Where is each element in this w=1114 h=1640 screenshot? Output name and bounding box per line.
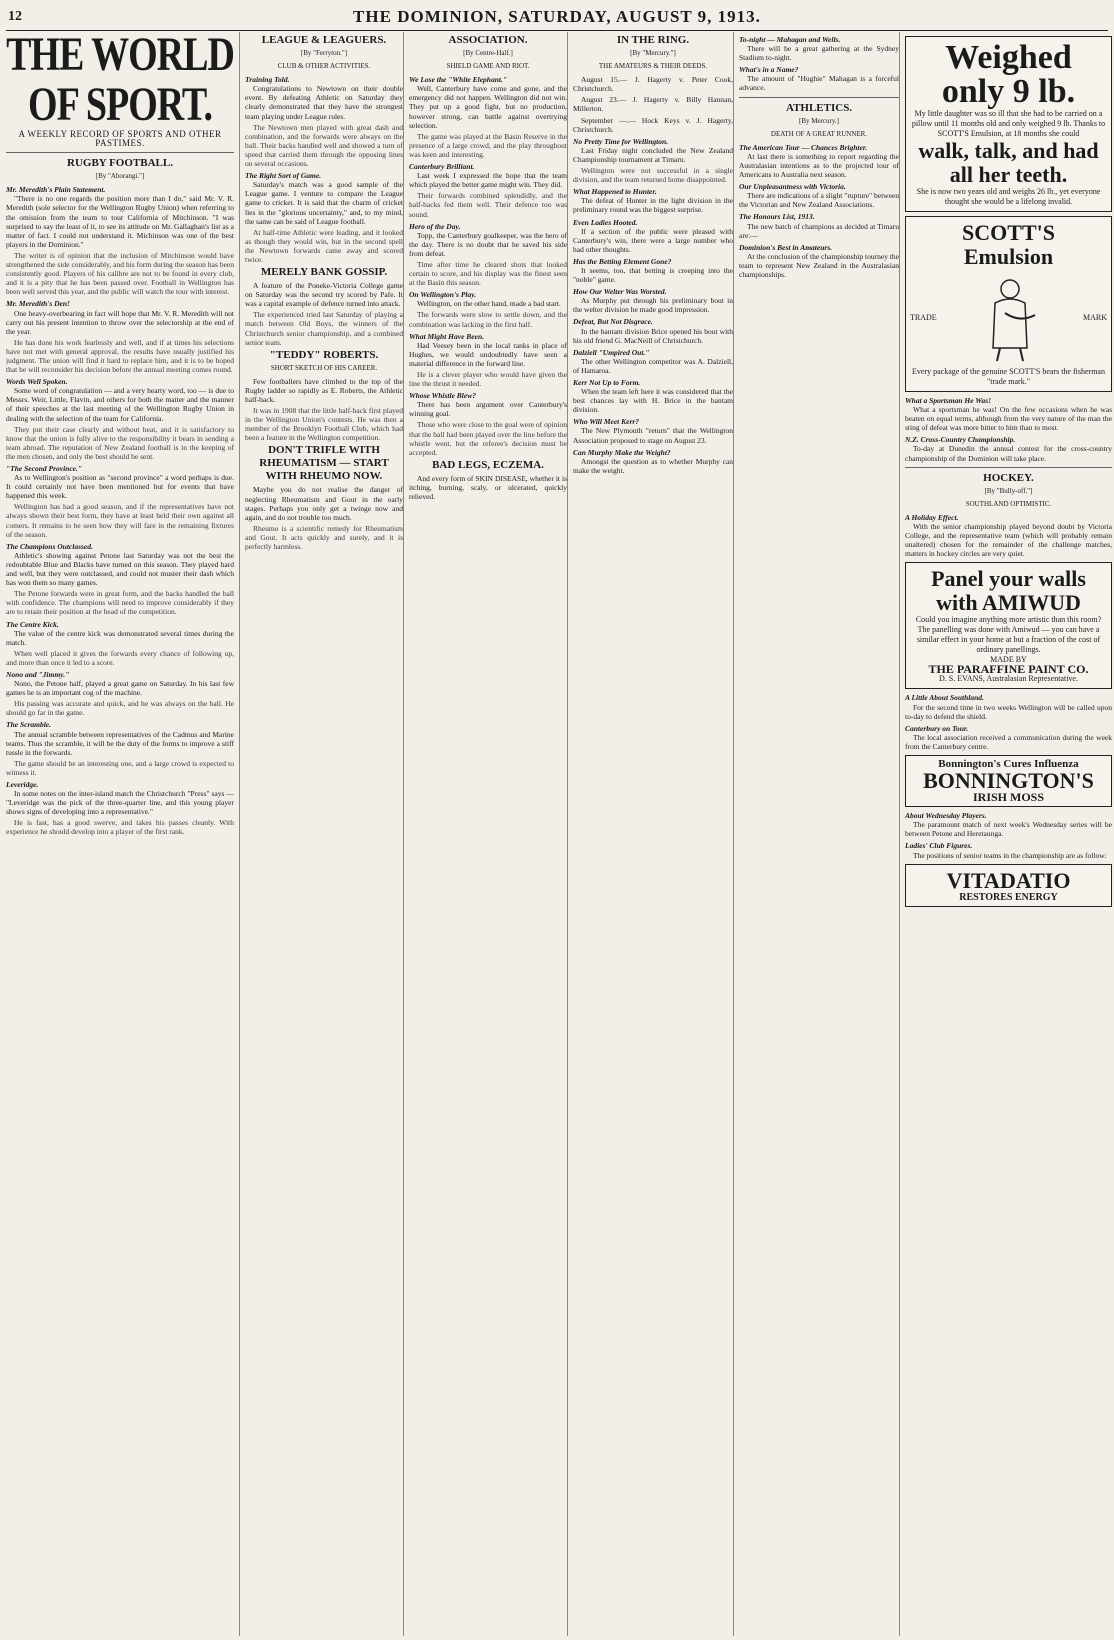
byline: [By "Bully-off."]: [984, 486, 1033, 495]
article-paragraph: Last Friday night concluded the New Zealand Championship tournament at Timaru.: [573, 145, 733, 164]
article-subhead: What Happened to Hunter.: [573, 187, 657, 197]
article-paragraph: In some notes on the inter-island match the Christchurch "Press" says — "Leveridge was the pick of the three-quarter line, and this young player shows signs of developing into a representative.": [6, 789, 234, 817]
ad-brand: VITADATIO: [946, 867, 1071, 893]
section-banner: THE WORLD OF SPORT.: [6, 32, 234, 132]
article-paragraph: The game was played at the Basin Reserve in the presence of a large crowd, and the play throughout was keen and interesting.: [409, 131, 567, 159]
article-paragraph: They put their case clearly and without heat, and it is satisfactory to know that the union is fully alive to the responsibility it bears in sending a team abroad. The reputation of New Zealand football is in the keeping of the men chosen, and only the best should be sent.: [6, 424, 234, 461]
column-6: [899, 32, 1112, 1636]
article-paragraph: Topp, the Canterbury goalkeeper, was the hero of the day. There is no doubt that he saved his side from defeat.: [409, 230, 567, 258]
article-subhead: On Wellington's Play.: [409, 290, 477, 300]
article-subhead: How Our Welter Was Worsted.: [573, 287, 667, 297]
trade-label: TRADE: [910, 313, 937, 322]
article-subhead: The Scramble.: [6, 720, 51, 730]
ad-brand: BONNINGTON'S: [923, 768, 1094, 794]
article-paragraph: The defeat of Hunter in the light division in the preliminary round was the biggest surprise.: [573, 196, 733, 215]
ad-company: THE PARAFFINE PAINT CO.: [928, 662, 1089, 677]
article-paragraph: What a sportsman he was! On the few occasions when he was beaten on equal terms, although from the very nature of the man the sting of defeat was more bitter to him than to most.: [905, 405, 1112, 433]
article-paragraph: His passing was accurate and quick, and he was always on the ball. He should go far in the game.: [6, 699, 234, 718]
article-paragraph: The positions of senior teams in the championship are as follow:: [913, 850, 1107, 860]
article-paragraph: The value of the centre kick was demonstrated several times during the match.: [6, 628, 234, 647]
article-subhead: The Champions Outclassed.: [6, 541, 93, 551]
scotts-emulsion-ad: [905, 216, 1112, 392]
page-number: 12: [8, 9, 22, 24]
article-subhead: Canterbury on Tour.: [905, 723, 969, 733]
gossip-heading: MERELY BANK GOSSIP.: [260, 266, 388, 279]
article-paragraph: The amount of "Hughie" Mahagan is a forceful advance.: [739, 74, 899, 93]
byline: [By Centre-Half.]: [463, 49, 513, 57]
masthead: [6, 4, 1108, 31]
article-paragraph: Amongst the question as to whether Murphy can make the weight.: [573, 456, 733, 475]
hockey-heading: HOCKEY.: [983, 471, 1034, 484]
rugby-heading: RUGBY FOOTBALL.: [67, 157, 173, 170]
article-subhead: A Little About Southland.: [905, 693, 984, 703]
article-paragraph: Saturday's match was a good sample of the League game. I venture to compare the League game to cricket. It is said that the charm of cricket lies in the "glorious uncertainty," and, to my mind, the same can be said of League football.: [245, 180, 403, 226]
article-paragraph: Those who were close to the goal were of opinion that the ball had been played over the line before the whistle went, but the referee's decision must be accepted.: [409, 420, 567, 457]
article-subhead: Even Ladies Hooted.: [573, 217, 638, 227]
ad-headline: Bonnington's Cures Influenza: [938, 757, 1079, 770]
article-paragraph: He is fast, has a good swerve, and takes his passes cleanly. With experience he should develop into a player of the first rank.: [6, 818, 234, 837]
ad-text: My little daughter was so ill that she had to be carried on a pillow until 11 months old and only weighed 9 lb. Thanks to SCOTT'S Emulsion, at 18 months she could: [911, 109, 1106, 138]
divider: [739, 97, 899, 98]
eczema-ad-heading: BAD LEGS, ECZEMA.: [432, 458, 544, 471]
divider: [6, 152, 234, 153]
subheading: THE AMATEURS & THEIR DEEDS.: [598, 62, 708, 71]
article-paragraph: To-day at Dunedin the annual contest for the cross-country championship of the Dominion will take place.: [905, 444, 1112, 463]
article-subhead: Kerr Not Up to Form.: [573, 378, 641, 387]
article-subhead: Can Murphy Make the Weight?: [573, 447, 671, 457]
rheumo-ad-heading: DON'T TRIFLE WITH RHEUMATISM — START WITH RHEUMO NOW.: [259, 444, 389, 483]
article-paragraph: Their forwards combined splendidly, and the half-backs fed them well. Their defence too was sound.: [409, 191, 567, 219]
article-paragraph: For the second time in two weeks Wellington will be called upon to-day to defend the shield.: [905, 702, 1112, 721]
scotts-weighed-ad: [905, 36, 1112, 212]
article-paragraph: A feature of the Poneke-Victoria College game on Saturday was the second try scored by Pafe. It was a capital example of defence turned into attack.: [245, 281, 403, 309]
article-subhead: We Lose the "White Elephant.": [409, 75, 507, 85]
ad-highlight: walk, talk, and had all her teeth.: [918, 138, 1099, 187]
article-paragraph: At the conclusion of the championship tourney the team to represent New Zealand in the Australasian championships.: [739, 251, 899, 279]
article-paragraph: Wellington has had a good season, and if the representatives have not always shown their best form, they have at least held their own against all comers. It remains to be seen how they will fare in the remaining fixtures of the season.: [6, 502, 234, 539]
subheading: SOUTHLAND OPTIMISTIC.: [965, 499, 1052, 508]
article-subhead: Mr. Meredith's Den!: [6, 299, 70, 309]
article-subhead: What Might Have Been.: [409, 331, 485, 341]
article-paragraph: At half-time Athletic were leading, and it looked as though they would win, but in the second spell the Newtown forwards came away and scored twice.: [245, 227, 403, 264]
article-paragraph: Time after time he cleared shots that looked certain to score, and his display was the finest seen at the Basin this season.: [409, 259, 567, 288]
fixture-item: August 23.— J. Hagerty v. Billy Hannan, Millerton.: [573, 95, 733, 114]
subheading: SHIELD GAME AND RIOT.: [446, 62, 530, 71]
article-subhead: Nono and "Jimmy.": [6, 669, 70, 679]
article-subhead: N.Z. Cross-Country Championship.: [905, 435, 1016, 445]
ad-made-by: MADE BY: [990, 655, 1027, 665]
article-paragraph: The experienced tried last Saturday of playing a match between Old Boys, the winners of the Christchurch senior championship, and a combined senior team.: [245, 310, 403, 347]
ad-headline: Panel your walls with AMIWUD: [931, 566, 1086, 616]
ad-headline: only 9 lb.: [941, 73, 1076, 110]
mark-label: MARK: [1082, 313, 1107, 322]
article-subhead: Mr. Meredith's Plain Statement.: [6, 185, 106, 195]
article-paragraph: If a section of the public were pleased with Canterbury's win, there were a large number who had other thoughts.: [573, 226, 733, 254]
ad-tag: RESTORES ENERGY: [959, 891, 1058, 903]
fixture-item: August 15.— J. Hagerty v. Peter Cook, Christchurch.: [573, 75, 733, 94]
byline: [By "Mercury."]: [630, 49, 676, 57]
byline: [By "Ahorangi."]: [95, 172, 145, 181]
association-heading: ASSOCIATION.: [448, 34, 528, 46]
article-paragraph: He is a clever player who would have given the line the thrust it needed.: [409, 370, 567, 389]
article-paragraph: Athletic's showing against Petone last Saturday was not the best the redoubtable Blue and Blacks have turned on this season. They played hard and well, but they were outclassed, and could not muster their dash which has won them so many games.: [6, 550, 234, 588]
byline: [By "Ferryton."]: [300, 49, 348, 57]
article-subhead: The Honours List, 1913.: [739, 212, 815, 222]
article-subhead: The Centre Kick.: [6, 619, 59, 629]
article-paragraph: The paramount match of next week's Wednesday series will be between Petone and Heretaunga.: [905, 820, 1112, 839]
article-subhead: The Right Sort of Game.: [245, 171, 322, 181]
article-paragraph: At last there is something to report regarding the Australasian intentions as to the projected tour of Americans to Australia next season.: [739, 151, 899, 180]
subheading: CLUB & OTHER ACTIVITIES.: [277, 62, 371, 71]
article-paragraph: And every form of SKIN DISEASE, whether it is itching, burning, scaly, or ulcerated, quickly relieved.: [409, 473, 567, 502]
league-heading: LEAGUE & LEAGUERS.: [261, 34, 387, 46]
article-paragraph: The other Wellington competitor was A. Dalziell, of Hamaroa.: [573, 356, 733, 375]
article-subhead: Whose Whistle Blew?: [409, 391, 476, 401]
article-paragraph: Some word of congratulation — and a very hearty word, too — is due to Messrs. Weir, Little, Flavin, and others for both the matter and the manner of their speeches at the last meeting of the Wellington Rugby Union in dealing with the selection of the team for California.: [6, 386, 234, 423]
article-paragraph: As Murphy put through his preliminary bout in the welter division he made good impression.: [573, 296, 733, 315]
article-paragraph: There are indications of a slight "rupture" between the Victorian and New Zealand Associations.: [739, 191, 899, 210]
article-subhead: Dalziell "Umpired Out.": [573, 347, 650, 357]
article-subhead: No Pretty Time for Wellington.: [573, 136, 669, 146]
article-paragraph: The annual scramble between representatives of the Cadmus and Marine teams. Thus the scramble, it will be the duty of the forms to improve a stiff tussle in the forwards.: [6, 729, 234, 757]
article-paragraph: The Petone forwards were in great form, and the backs handled the ball with confidence. The champions will need to improve considerably if they are to retain their position at the head of the competition.: [6, 589, 234, 617]
article-paragraph: As to Wellington's position as "second province" a word perhaps is due. It could certainly not have been mentioned but for events that have happened this week.: [6, 473, 234, 501]
article-paragraph: It seems, too, that betting is creeping into the "noble" game.: [573, 265, 733, 285]
article-paragraph: Wellington were not successful in a single division, and the team returned home disappointed.: [573, 166, 733, 185]
ad-agent: D. S. EVANS, Australasian Representative.: [939, 674, 1078, 684]
divider: [905, 467, 1112, 468]
article-paragraph: The local association received a communication during the week from the Canterbury centre.: [905, 732, 1112, 751]
article-subhead: Leveridge.: [6, 780, 39, 789]
column-2: [239, 32, 403, 1636]
article-subhead: "The Second Province.": [6, 464, 83, 473]
ring-heading: IN THE RING.: [616, 34, 690, 46]
athletics-heading: ATHLETICS.: [785, 101, 853, 114]
column-5: [733, 32, 899, 1636]
newspaper-title: THE DOMINION, SATURDAY, AUGUST 9, 1913.: [353, 7, 761, 26]
fixture-item: September —.— Hock Keys v. J. Hagerty, Christchurch.: [573, 115, 733, 134]
article-paragraph: Wellington, on the other hand, made a bad start.: [417, 299, 561, 309]
article-paragraph: Nono, the Petone half, played a great game on Saturday. In his last few games he is an important cog of the machine.: [6, 679, 234, 698]
article-paragraph: Maybe you do not realise the danger of neglecting Rheumatism and Gout in the early stages. Perhaps you only get a twinge now and again, and do not trouble too much.: [245, 485, 403, 522]
article-paragraph: One heavy-overbearing in fact will hope that Mr. V. R. Meredith will not carry out his present intention to throw over the selectorship at the end of the year.: [6, 308, 234, 336]
column-3: [403, 32, 567, 1636]
subheading: DEATH OF A GREAT RUNNER.: [770, 129, 868, 138]
article-subhead: The American Tour — Chances Brighter.: [739, 142, 868, 152]
article-subhead: What's in a Name?: [739, 65, 799, 75]
ad-sub: IRISH MOSS: [972, 790, 1045, 805]
article-subhead: Ladies' Club Figures.: [905, 841, 973, 851]
article-paragraph: The game should be an interesting one, and a large crowd is expected to witness it.: [6, 758, 234, 777]
article-paragraph: When well placed it gives the forwards every chance of following up, and more than once it led to a score.: [6, 648, 234, 667]
article-paragraph: Well, Canterbury have come and gone, and the emergency did not happen. Wellington did not win. They put up a good fight, but no production, however strong, can battle against overtrying selection.: [409, 84, 567, 130]
article-paragraph: There has been argument over Canterbury's winning goal.: [409, 400, 567, 419]
teddy-heading: "TEDDY" ROBERTS.: [269, 348, 379, 361]
article-paragraph: It was in 1908 that the little half-back first played in the Wellington Union's contests. He was then a member of the Brooklyn Football Club, which had been a feature in the Wellington competition.: [245, 406, 403, 443]
article-paragraph: When the team left here it was considered that the best chances lay with H. Brice in the bantam division.: [573, 387, 733, 415]
ad-headline: Weighed: [945, 39, 1072, 76]
ad-product: Emulsion: [963, 244, 1054, 269]
subheading: SHORT SKETCH OF HIS CAREER.: [270, 363, 378, 372]
article-paragraph: The new batch of champions as decided at Timaru are:—: [739, 221, 899, 240]
column-1: [6, 32, 234, 1636]
article-paragraph: Congratulations to Newtown on their double event. By defeating Athletic on Saturday they clearly demonstrated that they have the strongest team playing under League rules.: [245, 84, 403, 121]
article-paragraph: There will be a great gathering at the Sydney Stadium to-night.: [739, 44, 899, 63]
article-paragraph: With the senior championship played beyond doubt by Victoria College, and the representative team (which will probably remain unaltered) chosen for the remainder of the challenge matches, matters in hockey circles are very quiet.: [905, 521, 1112, 559]
ad-text: Could you imagine anything more artistic than this room? The panelling was done with Amiwud — you can have a similar effect in your home at but a fraction of the cost of ordinary panellings.: [915, 615, 1102, 655]
article-paragraph: The forwards were slow to settle down, and the combination was lacking in the first half.: [409, 310, 567, 329]
article-subhead: What a Sportsman He Was!: [905, 396, 991, 405]
article-paragraph: Rheumo is a scientific remedy for Rheumatism and Gout. It acts quickly and surely, and it is perfectly harmless.: [245, 523, 403, 552]
column-4: [567, 32, 733, 1636]
article-subhead: Defeat, But Not Disgrace.: [573, 317, 653, 327]
byline: [By Mercury.]: [799, 116, 839, 125]
article-subhead: Training Told.: [245, 75, 290, 85]
amiwud-ad: [905, 562, 1112, 689]
article-subhead: To-night — Mahagan and Wells.: [739, 35, 841, 44]
article-subhead: Our Unpleasantness with Victoria.: [739, 182, 846, 192]
article-paragraph: The writer is of opinion that the inclusion of Mitchinson would have strengthened the side considerably, and his form during the season has been consistently good. Players of his calibre are not to be found in every club, and it is a pity that he has been passed over. Football in Wellington has been well served this year, and the public will watch the tour with interest.: [6, 250, 234, 297]
article-subhead: Canterbury Brilliant.: [409, 162, 475, 172]
article-paragraph: Few footballers have climbed to the top of the Rugby ladder so rapidly as E. Roberts, the Athletic half-back.: [245, 376, 403, 404]
article-paragraph: "There is no one regards the position more than I do," said Mr. V. R. Meredith (sole selector for the Wellington Rugby Union) when referring to the omission from the team to tour California of Mitchinson. "I was surprised to say the least of it, to see its attitude on Mr. Gallaghan's list as a matter of fact. I could not understand it. Michinson was one of the best players in the Dominion.": [6, 194, 234, 249]
article-subhead: About Wednesday Players.: [905, 811, 987, 821]
fisherman-trademark-icon: [975, 273, 1045, 363]
ad-text: She is now two years old and weighs 26 lb., yet everyone thought she would be a lifelong invalid.: [916, 187, 1101, 206]
article-subhead: Who Will Meet Kerr?: [573, 417, 640, 427]
article-subhead: A Holiday Effect.: [905, 512, 959, 522]
article-subhead: Dominion's Best in Amateurs.: [739, 242, 833, 252]
article-paragraph: The Newtown men played with great dash and combination, and the forwards were always on the ball. Their backs handled well and showed a turn of speed that carried them through the opposing lines on several occasions.: [245, 122, 403, 169]
article-paragraph: He has done his work fearlessly and well, and if at times his selections have not met with general approval, the results have usually justified his judgment. The union will find it hard to replace him, and it is to be hoped that he will reconsider his decision before the annual meeting comes round.: [6, 337, 234, 375]
section-subbanner: A WEEKLY RECORD OF SPORTS AND OTHER PASTIMES.: [18, 129, 222, 149]
vitadatio-ad: [905, 864, 1112, 907]
ad-brand: SCOTT'S: [962, 220, 1055, 245]
article-subhead: Words Well Spoken.: [6, 377, 68, 387]
article-subhead: Hero of the Day.: [409, 221, 461, 231]
article-paragraph: Had Veesey been in the local ranks in place of Hughes, we would undoubtedly have seen a material difference in the forward line.: [409, 340, 567, 368]
article-paragraph: Last week I expressed the hope that the team which played the better game might win. They did.: [409, 171, 567, 190]
article-paragraph: In the bantam division Brice opened his bout with his old friend G. MacNeill of Christchurch.: [573, 326, 733, 345]
bonnington-ad: [905, 755, 1112, 807]
article-subhead: Has the Betting Element Gone?: [573, 256, 672, 266]
article-paragraph: The New Plymouth "return" that the Wellington Association proposed to stage on August 23.: [573, 426, 733, 445]
ad-footnote: Every package of the genuine SCOTT'S bears the fisherman "trade mark.": [912, 367, 1105, 386]
